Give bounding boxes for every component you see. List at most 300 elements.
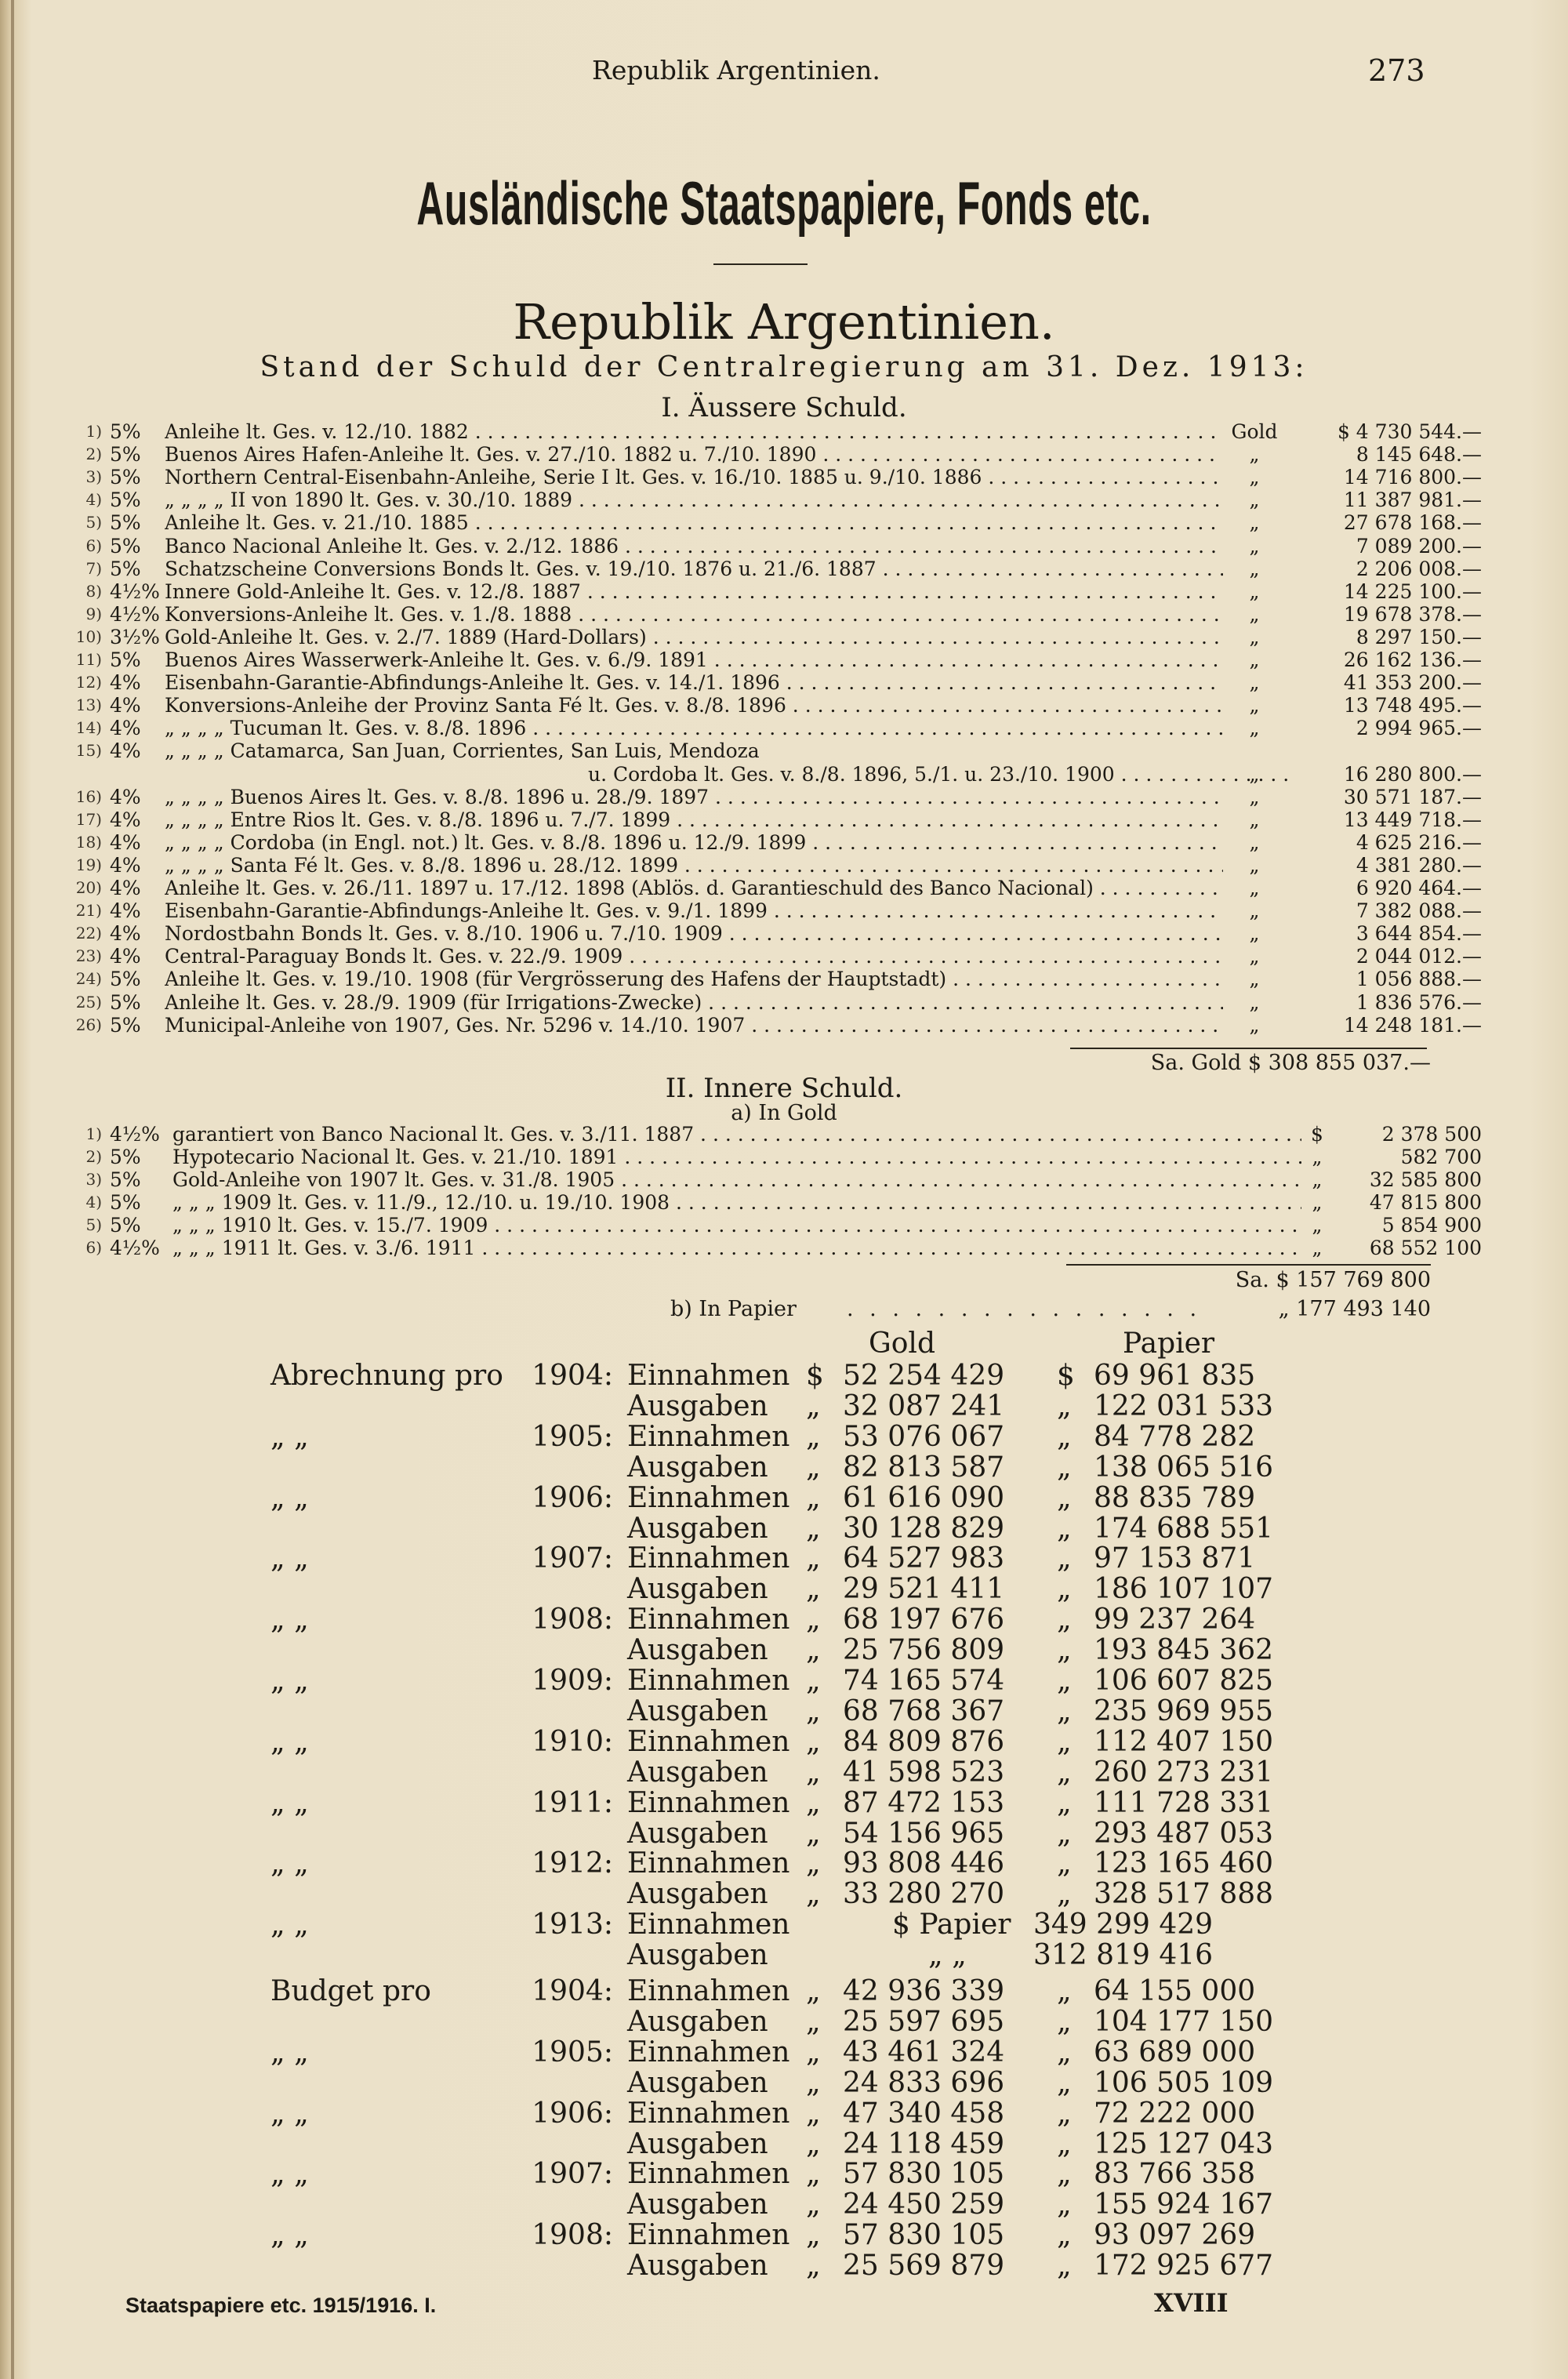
account-gold-value: 52 254 429 [843, 1360, 1005, 1392]
currency-mark: „ [1249, 877, 1260, 899]
loan-description: „ „ „ „ Santa Fé lt. Ges. v. 8./8. 1896 u. 28./12. 1899 . . . [165, 854, 1223, 877]
account-1913-note: „ „ [928, 1939, 967, 1972]
row-number: 18) [75, 832, 102, 852]
account-gold-value: 32 087 241 [843, 1389, 1005, 1422]
interest-rate: 5% [110, 1146, 141, 1168]
account-paper-symbol: „ [1057, 1389, 1072, 1422]
account-entry-type: Einnahmen [627, 1725, 790, 1758]
row-number: 24) [75, 969, 102, 989]
budget-gold-symbol: „ [806, 2036, 821, 2068]
currency-mark: „ [1249, 466, 1260, 489]
budget-gold-symbol: „ [806, 2005, 821, 2038]
loan-description: Buenos Aires Hafen-Anleihe lt. Ges. v. 27./10. 1882 u. 7./10. 1890 . . . [165, 443, 1223, 466]
currency-mark: „ [1312, 1191, 1323, 1214]
loan-description: Municipal-Anleihe von 1907, Ges. Nr. 5296 v. 14./10. 1907 . . . [165, 1014, 1223, 1037]
account-gold-symbol: $ [806, 1360, 824, 1392]
budget-entry-type: Einnahmen [627, 2219, 790, 2252]
interest-rate: 4% [110, 899, 141, 923]
budget-entry-type: Einnahmen [627, 2097, 790, 2130]
budget-gold-value: 43 461 324 [843, 2036, 1005, 2068]
account-year: 1906: [532, 1481, 613, 1514]
interest-rate: 4% [110, 945, 141, 968]
account-entry-type: Ausgaben [627, 1634, 768, 1667]
budget-paper-value: 106 505 109 [1094, 2066, 1274, 2099]
account-gold-symbol: „ [806, 1389, 821, 1422]
loan-amount: 582 700 [1400, 1146, 1482, 1168]
internal-debt-row [47, 1237, 1482, 1259]
account-1913-note: $ Papier [892, 1909, 1011, 1941]
interest-rate: 5% [110, 648, 141, 671]
row-number: 21) [75, 901, 102, 921]
account-gold-value: 54 156 965 [843, 1817, 1005, 1850]
row-number: 1) [85, 1124, 102, 1143]
loan-description: Konversions-Anleihe lt. Ges. v. 1./8. 1888 . . . [165, 603, 1223, 626]
account-row-label: „ „ [270, 1665, 309, 1697]
paper-leader-dots: . . . . . . . . . . . . . . . . [847, 1297, 1202, 1321]
loan-amount: 19 678 378.— [1343, 602, 1482, 626]
budget-gold-symbol: „ [806, 2158, 821, 2191]
interest-rate: 5% [110, 1168, 141, 1191]
account-gold-symbol: „ [806, 1694, 821, 1727]
row-number: 23) [75, 946, 102, 966]
external-total: Sa. Gold $ 308 855 037.— [1150, 1051, 1431, 1075]
currency-mark: „ [1249, 648, 1260, 671]
external-debt-row [47, 466, 1482, 489]
row-number: 13) [75, 696, 102, 715]
loan-amount: 8 297 150.— [1356, 625, 1482, 648]
external-debt-heading: I. Äussere Schuld. [661, 392, 907, 423]
budget-entry-type: Ausgaben [627, 2127, 768, 2160]
loan-description: Nordostbahn Bonds lt. Ges. v. 8./10. 1906 u. 7./10. 1909 . . . [165, 922, 1223, 945]
external-debt-row [47, 808, 1482, 831]
account-entry-type: Ausgaben [627, 1389, 768, 1422]
loan-amount: 68 552 100 [1369, 1237, 1482, 1259]
currency-mark: „ [1249, 717, 1260, 740]
account-paper-symbol: „ [1057, 1451, 1072, 1484]
account-entry-type: Einnahmen [627, 1481, 790, 1514]
currency-mark: „ [1249, 853, 1260, 877]
row-number: 17) [75, 809, 102, 829]
col-gold-header: Gold [869, 1328, 935, 1360]
account-paper-symbol: „ [1057, 1665, 1072, 1697]
row-number: 5) [85, 1215, 102, 1234]
loan-description: „ „ „ „ II von 1890 lt. Ges. v. 30./10. 1889 . . . [165, 489, 1223, 511]
gold-subheading: a) In Gold [731, 1101, 837, 1125]
loan-description: Anleihe lt. Ges. v. 19./10. 1908 (für Vergrösserung des Hafens der Hauptstadt) . . . [165, 968, 1223, 990]
account-gold-symbol: „ [806, 1573, 821, 1606]
budget-entry-type: Einnahmen [627, 1975, 790, 2007]
budget-year: 1908: [532, 2219, 613, 2252]
loan-description: Konversions-Anleihe der Provinz Santa Fé lt. Ges. v. 8./8. 1896 . . . [165, 694, 1223, 717]
row-number: 14) [75, 718, 102, 738]
loan-amount: 14 248 181.— [1343, 1013, 1482, 1037]
col-paper-header: Papier [1123, 1328, 1215, 1360]
account-paper-symbol: „ [1057, 1847, 1072, 1880]
account-gold-symbol: „ [806, 1725, 821, 1758]
row-number: 20) [75, 878, 102, 897]
loan-description: „ „ „ „ Buenos Aires lt. Ges. v. 8./8. 1896 u. 28./9. 1897 . . . [165, 786, 1223, 808]
account-paper-symbol: „ [1057, 1694, 1072, 1727]
budget-gold-value: 25 569 879 [843, 2250, 1005, 2283]
currency-mark: „ [1249, 671, 1260, 695]
account-entry-type: Einnahmen [627, 1604, 790, 1636]
budget-gold-value: 47 340 458 [843, 2097, 1005, 2130]
account-paper-symbol: „ [1057, 1817, 1072, 1850]
row-number: 4) [85, 1193, 102, 1211]
loan-amount: 6 920 464.— [1356, 877, 1482, 899]
budget-gold-value: 57 830 105 [843, 2219, 1005, 2252]
account-1913-value: 312 819 416 [1033, 1939, 1214, 1972]
account-paper-symbol: „ [1057, 1634, 1072, 1667]
currency-mark: „ [1249, 899, 1260, 923]
account-gold-symbol: „ [806, 1665, 821, 1697]
row-number: 5) [85, 513, 102, 532]
account-paper-symbol: „ [1057, 1725, 1072, 1758]
loan-amount: 32 585 800 [1369, 1168, 1482, 1191]
account-entry-type: Einnahmen [627, 1542, 790, 1575]
currency-mark: $ [1311, 1123, 1323, 1146]
account-paper-value: 123 165 460 [1094, 1847, 1274, 1880]
loan-description: „ „ „ „ Tucuman lt. Ges. v. 8./8. 1896 . . . [165, 717, 1223, 739]
currency-mark: „ [1312, 1237, 1323, 1259]
interest-rate: 5% [110, 1013, 141, 1037]
internal-debt-row [47, 1214, 1482, 1237]
currency-mark: „ [1249, 557, 1260, 580]
loan-amount: 30 571 187.— [1343, 785, 1482, 808]
loan-description: Gold-Anleihe lt. Ges. v. 2./7. 1889 (Hard-Dollars) . . . [165, 626, 1223, 648]
paper-value: „ 177 493 140 [1278, 1297, 1431, 1321]
page-title: Ausländische Staatspapiere, Fonds etc. [416, 169, 1152, 238]
account-entry-type: Ausgaben [627, 1451, 768, 1484]
account-gold-value: 61 616 090 [843, 1481, 1005, 1514]
currency-mark: „ [1249, 808, 1260, 831]
account-entry-type: Einnahmen [627, 1360, 790, 1392]
external-debt-row [47, 1013, 1482, 1037]
budget-paper-symbol: „ [1057, 2097, 1072, 2130]
loan-description: garantiert von Banco Nacional lt. Ges. v. 3./11. 1887 . . . [172, 1123, 1301, 1146]
interest-rate: 5% [110, 511, 141, 535]
interest-rate: 5% [110, 1191, 141, 1214]
currency-mark: „ [1249, 922, 1260, 946]
loan-amount: 1 836 576.— [1356, 990, 1482, 1014]
budget-entry-type: Ausgaben [627, 2188, 768, 2221]
account-gold-value: 82 813 587 [843, 1451, 1005, 1484]
account-row-label: „ „ [270, 1786, 309, 1819]
budget-paper-symbol: „ [1057, 2066, 1072, 2099]
external-debt-row [47, 671, 1482, 695]
account-gold-symbol: „ [806, 1481, 821, 1514]
budget-entry-type: Einnahmen [627, 2036, 790, 2068]
internal-debt-row [47, 1123, 1482, 1146]
external-debt-row [47, 443, 1482, 467]
account-gold-symbol: „ [806, 1512, 821, 1545]
row-number: 15) [75, 741, 102, 761]
account-entry-type: Ausgaben [627, 1817, 768, 1850]
account-gold-symbol: „ [806, 1756, 821, 1789]
account-entry-type: Ausgaben [627, 1756, 768, 1789]
interest-rate: 3½% [110, 625, 160, 648]
account-year: 1905: [532, 1420, 613, 1453]
account-paper-value: 235 969 955 [1094, 1694, 1274, 1727]
internal-debt-row [47, 1191, 1482, 1214]
interest-rate: 4% [110, 877, 141, 899]
budget-paper-value: 64 155 000 [1094, 1975, 1256, 2007]
budget-gold-symbol: „ [806, 2188, 821, 2221]
account-row-label: „ „ [270, 1725, 309, 1758]
account-paper-value: 174 688 551 [1094, 1512, 1274, 1545]
account-paper-value: 112 407 150 [1094, 1725, 1274, 1758]
account-gold-symbol: „ [806, 1847, 821, 1880]
external-total-rule [1070, 1048, 1427, 1049]
account-entry-type: Ausgaben [627, 1573, 768, 1606]
loan-description: Anleihe lt. Ges. v. 26./11. 1897 u. 17./12. 1898 (Ablös. d. Garantieschuld des Banco Nacional) . . . [165, 877, 1223, 899]
external-debt-row [47, 694, 1482, 717]
interest-rate: 5% [110, 466, 141, 489]
budget-paper-symbol: „ [1057, 2005, 1072, 2038]
row-number: 3) [85, 1170, 102, 1189]
budget-gold-symbol: „ [806, 1975, 821, 2007]
loan-description: „ „ „ „ Entre Rios lt. Ges. v. 8./8. 1896 u. 7./7. 1899 . . . [165, 808, 1223, 831]
account-paper-symbol: „ [1057, 1786, 1072, 1819]
currency-mark: „ [1249, 945, 1260, 968]
interest-rate: 4½% [110, 579, 160, 603]
account-1913-type: Ausgaben [627, 1939, 768, 1972]
interest-rate: 4½% [110, 1123, 160, 1146]
account-gold-value: 68 197 676 [843, 1604, 1005, 1636]
loan-amount: 5 854 900 [1381, 1214, 1482, 1237]
account-paper-value: 111 728 331 [1094, 1786, 1274, 1819]
account-1913-year: 1913: [532, 1909, 613, 1941]
loan-description: Schatzscheine Conversions Bonds lt. Ges. v. 19./10. 1876 u. 21./6. 1887 . . . [165, 558, 1223, 580]
budget-paper-value: 104 177 150 [1094, 2005, 1274, 2038]
page-number: 273 [1368, 53, 1425, 88]
account-1913-label: „ „ [270, 1909, 309, 1941]
account-gold-symbol: „ [806, 1451, 821, 1484]
loan-description: „ „ „ 1909 lt. Ges. v. 11./9., 12./10. u. 19./10. 1908 . . . [172, 1191, 1301, 1214]
budget-paper-symbol: „ [1057, 2188, 1072, 2221]
internal-gold-total: Sa. $ 157 769 800 [1235, 1268, 1431, 1292]
account-gold-value: 68 768 367 [843, 1694, 1005, 1727]
loan-amount: 27 678 168.— [1343, 511, 1482, 535]
row-number: 6) [85, 536, 102, 555]
external-debt-row [47, 785, 1482, 808]
currency-mark: „ [1249, 785, 1260, 808]
external-debt-row [47, 534, 1482, 558]
interest-rate: 4% [110, 739, 141, 763]
account-entry-type: Ausgaben [627, 1512, 768, 1545]
currency-mark: „ [1249, 602, 1260, 626]
external-debt-row [47, 648, 1482, 671]
currency-mark: „ [1249, 579, 1260, 603]
row-number: 25) [75, 992, 102, 1012]
external-debt-row [47, 717, 1482, 740]
account-paper-symbol: „ [1057, 1542, 1072, 1575]
account-paper-value: 106 607 825 [1094, 1665, 1274, 1697]
row-number: 10) [75, 627, 102, 646]
account-paper-value: 186 107 107 [1094, 1573, 1274, 1606]
external-debt-row [47, 922, 1482, 946]
budget-year: 1905: [532, 2036, 613, 2068]
budget-paper-value: 125 127 043 [1094, 2127, 1274, 2160]
external-debt-row [47, 579, 1482, 603]
loan-description: „ „ „ „ Cordoba (in Engl. not.) lt. Ges. v. 8./8. 1896 u. 12./9. 1899 . . . [165, 831, 1223, 854]
external-debt-row [47, 853, 1482, 877]
loan-amount: 2 994 965.— [1356, 717, 1482, 740]
external-debt-row [47, 990, 1482, 1014]
title-rule [713, 263, 808, 265]
account-year: 1904: [532, 1360, 613, 1392]
paper-label: b) In Papier [670, 1297, 797, 1321]
account-gold-value: 84 809 876 [843, 1725, 1005, 1758]
row-number: 2) [85, 445, 102, 464]
account-gold-value: 87 472 153 [843, 1786, 1005, 1819]
row-number: 7) [85, 558, 102, 578]
loan-description: Eisenbahn-Garantie-Abfindungs-Anleihe lt. Ges. v. 14./1. 1896 . . . [165, 671, 1223, 694]
budget-paper-value: 93 097 269 [1094, 2219, 1256, 2252]
loan-description: Hypotecario Nacional lt. Ges. v. 21./10. 1891 . . . [172, 1146, 1301, 1168]
currency-mark: „ [1249, 694, 1260, 717]
budget-year: 1906: [532, 2097, 613, 2130]
account-paper-symbol: „ [1057, 1756, 1072, 1789]
budget-paper-symbol: „ [1057, 2219, 1072, 2252]
account-paper-value: 138 065 516 [1094, 1451, 1274, 1484]
loan-description: Banco Nacional Anleihe lt. Ges. v. 2./12. 1886 . . . [165, 535, 1223, 558]
account-gold-value: 53 076 067 [843, 1420, 1005, 1453]
currency-mark: „ [1249, 489, 1260, 512]
account-gold-value: 25 756 809 [843, 1634, 1005, 1667]
external-debt-row [47, 968, 1482, 991]
loan-description: „ „ „ „ Catamarca, San Juan, Corrientes, San Luis, Mendoza [165, 739, 760, 763]
account-1913-type: Einnahmen [627, 1909, 790, 1941]
debt-status-subtitle: Stand der Schuld der Centralregierung am 31. Dez. 1913: [260, 351, 1308, 383]
account-gold-symbol: „ [806, 1634, 821, 1667]
loan-amount: $ 4 730 544.— [1337, 420, 1482, 443]
account-paper-value: 99 237 264 [1094, 1604, 1256, 1636]
budget-paper-symbol: „ [1057, 2250, 1072, 2283]
loan-amount: 2 044 012.— [1356, 945, 1482, 968]
currency-mark: „ [1249, 990, 1260, 1014]
account-gold-value: 41 598 523 [843, 1756, 1005, 1789]
external-debt-row [47, 739, 1435, 762]
loan-description: Anleihe lt. Ges. v. 21./10. 1885 . . . [165, 511, 1223, 534]
loan-description: Anleihe lt. Ges. v. 12./10. 1882 . . . [165, 420, 1223, 443]
budget-paper-value: 63 689 000 [1094, 2036, 1256, 2068]
external-debt-row [47, 511, 1482, 535]
loan-description: Anleihe lt. Ges. v. 28./9. 1909 (für Irrigations-Zwecke) . . . [165, 991, 1223, 1014]
budget-row-label: „ „ [270, 2219, 309, 2252]
account-paper-symbol: „ [1057, 1512, 1072, 1545]
account-paper-value: 97 153 871 [1094, 1542, 1256, 1575]
budget-gold-symbol: „ [806, 2219, 821, 2252]
loan-amount: 3 644 854.— [1356, 922, 1482, 946]
budget-row-label: „ „ [270, 2097, 309, 2130]
interest-rate: 4% [110, 785, 141, 808]
external-debt-row [47, 877, 1482, 899]
currency-mark: „ [1312, 1168, 1323, 1191]
loan-amount: 13 748 495.— [1343, 694, 1482, 717]
row-number: 26) [75, 1015, 102, 1034]
currency-mark: „ [1312, 1214, 1323, 1237]
budget-gold-value: 42 936 339 [843, 1975, 1005, 2007]
external-debt-row [47, 945, 1482, 968]
budget-paper-value: 172 925 677 [1094, 2250, 1274, 2283]
account-paper-symbol: „ [1057, 1481, 1072, 1514]
budget-entry-type: Ausgaben [627, 2005, 768, 2038]
account-paper-value: 328 517 888 [1094, 1878, 1274, 1911]
budget-gold-symbol: „ [806, 2066, 821, 2099]
budget-year: 1904: [532, 1975, 613, 2007]
row-number: 19) [75, 855, 102, 874]
account-gold-value: 30 128 829 [843, 1512, 1005, 1545]
account-paper-symbol: „ [1057, 1878, 1072, 1911]
interest-rate: 4% [110, 671, 141, 695]
account-gold-symbol: „ [806, 1542, 821, 1575]
budget-paper-symbol: „ [1057, 2158, 1072, 2191]
account-gold-value: 29 521 411 [843, 1573, 1005, 1606]
loan-amount: 2 378 500 [1381, 1123, 1482, 1146]
budget-gold-value: 24 118 459 [843, 2127, 1005, 2160]
loan-amount: 1 056 888.— [1356, 968, 1482, 991]
loan-description: „ „ „ 1911 lt. Ges. v. 3./6. 1911 . . . [172, 1237, 1301, 1259]
account-gold-value: 64 527 983 [843, 1542, 1005, 1575]
interest-rate: 5% [110, 557, 141, 580]
loan-amount: 7 382 088.— [1356, 899, 1482, 923]
external-debt-row [47, 830, 1482, 854]
account-paper-value: 293 487 053 [1094, 1817, 1274, 1850]
budget-paper-value: 155 924 167 [1094, 2188, 1274, 2221]
loan-amount: 8 145 648.— [1356, 443, 1482, 467]
account-row-label: „ „ [270, 1604, 309, 1636]
running-title: Republik Argentinien. [592, 55, 880, 85]
row-number: 6) [85, 1238, 102, 1257]
row-number: 1) [85, 422, 102, 441]
interest-rate: 5% [110, 443, 141, 467]
account-entry-type: Einnahmen [627, 1420, 790, 1453]
interest-rate: 4½% [110, 602, 160, 626]
internal-gold-total-rule [1066, 1264, 1431, 1266]
loan-description: u. Cordoba lt. Ges. v. 8./8. 1896, 5./1. u. 23./10. 1900 . . . [588, 763, 1294, 786]
account-row-label: Abrechnung pro [270, 1360, 503, 1392]
loan-description: Central-Paraguay Bonds lt. Ges. v. 22./9. 1909 . . . [165, 945, 1223, 968]
budget-entry-type: Einnahmen [627, 2158, 790, 2191]
loan-description: Eisenbahn-Garantie-Abfindungs-Anleihe lt. Ges. v. 9./1. 1899 . . . [165, 899, 1223, 922]
external-debt-row [47, 557, 1482, 580]
loan-amount: 7 089 200.— [1356, 534, 1482, 558]
account-paper-symbol: „ [1057, 1573, 1072, 1606]
budget-row-label: „ „ [270, 2158, 309, 2191]
account-entry-type: Ausgaben [627, 1694, 768, 1727]
interest-rate: 4½% [110, 1237, 160, 1259]
budget-paper-symbol: „ [1057, 2127, 1072, 2160]
loan-amount: 47 815 800 [1369, 1191, 1482, 1214]
account-paper-symbol: „ [1057, 1604, 1072, 1636]
row-number: 12) [75, 673, 102, 692]
budget-gold-value: 57 830 105 [843, 2158, 1005, 2191]
internal-debt-heading: II. Innere Schuld. [665, 1073, 903, 1104]
account-paper-value: 260 273 231 [1094, 1756, 1274, 1789]
currency-mark: „ [1249, 1013, 1260, 1037]
account-gold-value: 33 280 270 [843, 1878, 1005, 1911]
loan-amount: 13 449 718.— [1343, 808, 1482, 831]
currency-mark: „ [1249, 968, 1260, 991]
currency-mark: Gold [1231, 420, 1278, 443]
account-year: 1907: [532, 1542, 613, 1575]
account-gold-symbol: „ [806, 1420, 821, 1453]
budget-year: 1907: [532, 2158, 613, 2191]
budget-entry-type: Ausgaben [627, 2250, 768, 2283]
interest-rate: 4% [110, 853, 141, 877]
loan-description: Northern Central-Eisenbahn-Anleihe, Serie I lt. Ges. v. 16./10. 1885 u. 9./10. 1886 . . . [165, 466, 1223, 489]
